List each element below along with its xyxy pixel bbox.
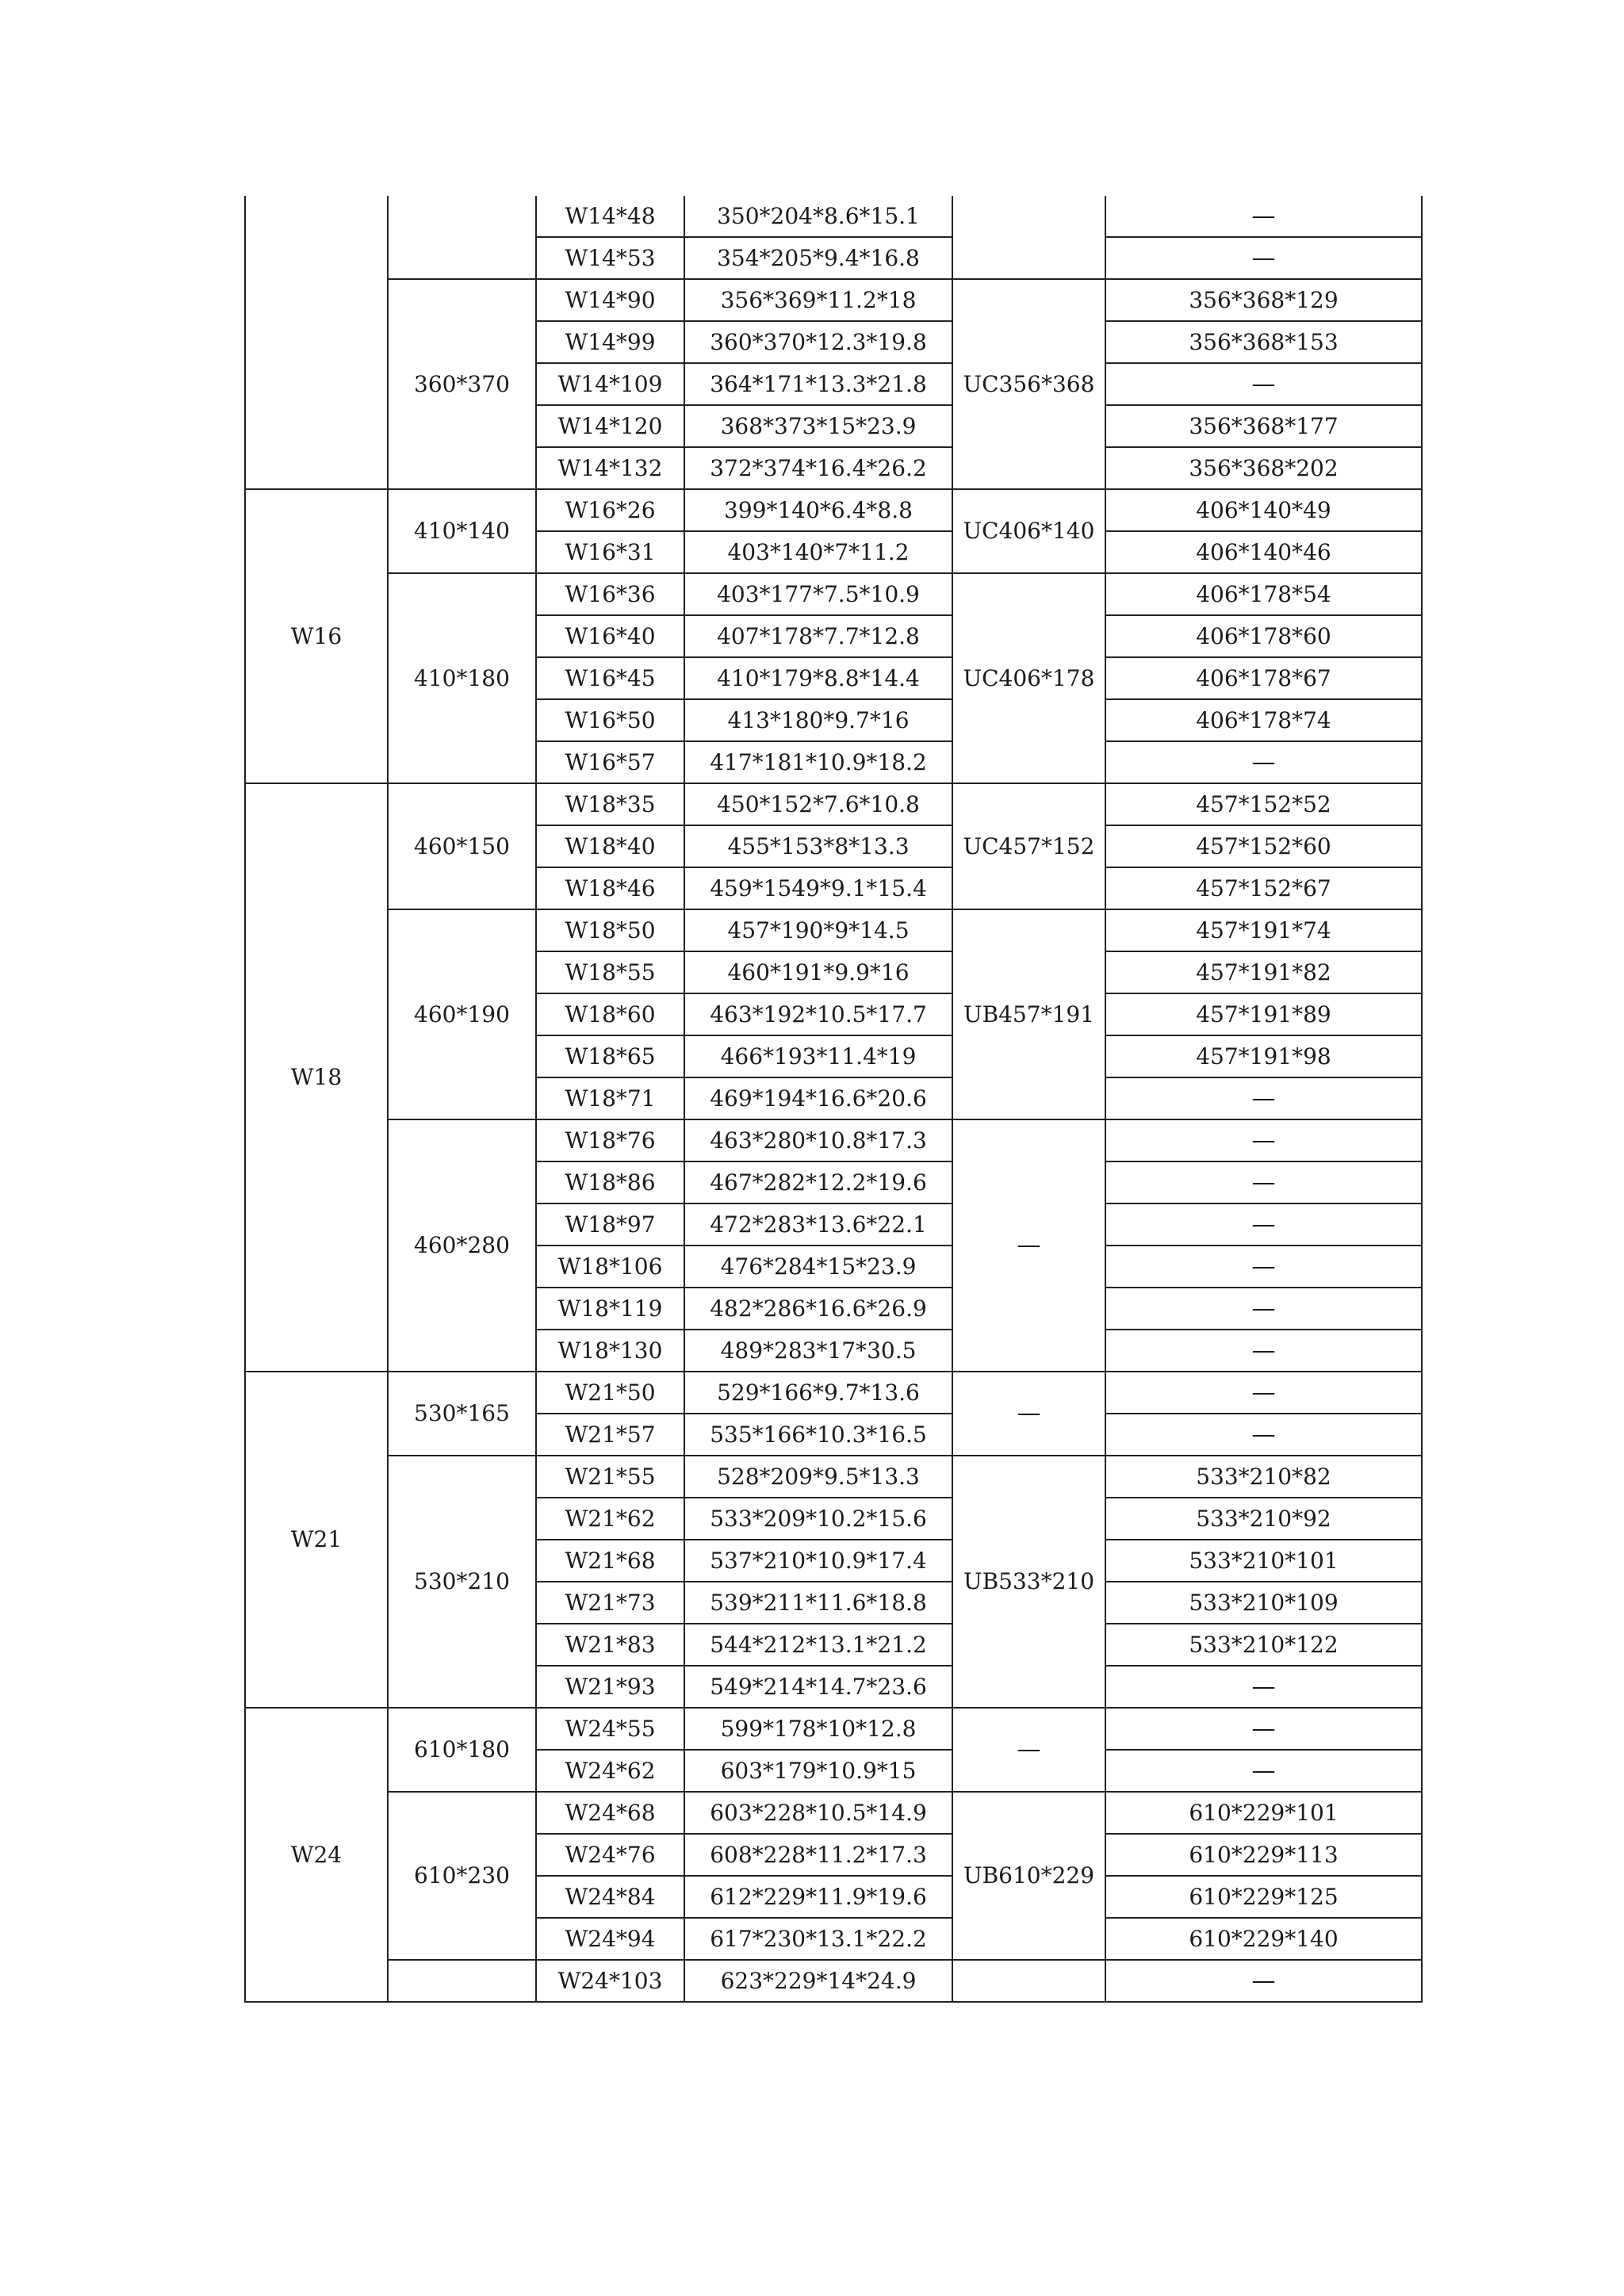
designation-cell: W24*76: [536, 1834, 684, 1876]
table-row: [245, 1456, 1422, 1498]
size-cell: 460*280: [388, 1119, 536, 1372]
designation-cell: W14*109: [536, 363, 684, 405]
size-cell: 410*180: [388, 573, 536, 783]
dimensions-cell: 372*374*16.4*26.2: [684, 447, 952, 489]
bs-section-cell: —: [1105, 237, 1422, 279]
bs-section-cell: 457*191*82: [1105, 951, 1422, 993]
designation-cell: W24*55: [536, 1708, 684, 1750]
designation-cell: W18*119: [536, 1288, 684, 1330]
table-row: [245, 1372, 1422, 1414]
bs-section-cell: —: [1105, 1414, 1422, 1456]
bs-section-cell: —: [1105, 1330, 1422, 1372]
bs-section-cell: —: [1105, 363, 1422, 405]
dimensions-cell: 533*209*10.2*15.6: [684, 1498, 952, 1540]
dimensions-cell: 460*191*9.9*16: [684, 951, 952, 993]
dimensions-cell: 608*228*11.2*17.3: [684, 1834, 952, 1876]
designation-cell: W16*45: [536, 657, 684, 699]
table-row: [245, 1792, 1422, 1834]
designation-cell: W24*62: [536, 1750, 684, 1792]
dimensions-cell: 403*140*7*11.2: [684, 531, 952, 573]
bs-section-cell: —: [1105, 1077, 1422, 1119]
size-cell: 530*165: [388, 1372, 536, 1456]
designation-cell: W14*99: [536, 321, 684, 363]
dimensions-cell: 399*140*6.4*8.8: [684, 489, 952, 531]
designation-cell: W16*36: [536, 573, 684, 615]
dimensions-cell: 368*373*15*23.9: [684, 405, 952, 447]
uc-section-cell: UC406*178: [952, 573, 1105, 783]
dimensions-cell: 403*177*7.5*10.9: [684, 573, 952, 615]
bs-section-cell: —: [1105, 1288, 1422, 1330]
table-row: [245, 783, 1422, 825]
table-row: [245, 279, 1422, 321]
designation-cell: W14*132: [536, 447, 684, 489]
dimensions-cell: 617*230*13.1*22.2: [684, 1918, 952, 1960]
bs-section-cell: 533*210*101: [1105, 1540, 1422, 1582]
dimensions-cell: 529*166*9.7*13.6: [684, 1372, 952, 1414]
dimensions-cell: 482*286*16.6*26.9: [684, 1288, 952, 1330]
dimensions-cell: 467*282*12.2*19.6: [684, 1161, 952, 1203]
uc-section-cell: —: [952, 1119, 1105, 1372]
table-row: [245, 909, 1422, 951]
bs-section-cell: 457*152*60: [1105, 825, 1422, 867]
size-cell: [388, 196, 536, 279]
table-body: [245, 196, 1422, 2002]
dimensions-cell: 455*153*8*13.3: [684, 825, 952, 867]
size-cell: [388, 1960, 536, 2002]
bs-section-cell: 457*152*52: [1105, 783, 1422, 825]
dimensions-cell: 463*280*10.8*17.3: [684, 1119, 952, 1161]
designation-cell: W18*46: [536, 867, 684, 909]
size-cell: 460*150: [388, 783, 536, 909]
dimensions-cell: 489*283*17*30.5: [684, 1330, 952, 1372]
bs-section-cell: 457*191*89: [1105, 993, 1422, 1035]
designation-cell: W18*76: [536, 1119, 684, 1161]
uc-section-cell: UC356*368: [952, 279, 1105, 489]
dimensions-cell: 623*229*14*24.9: [684, 1960, 952, 2002]
dimensions-cell: 472*283*13.6*22.1: [684, 1203, 952, 1246]
table-row: [245, 573, 1422, 615]
size-cell: 610*230: [388, 1792, 536, 1960]
dimensions-cell: 354*205*9.4*16.8: [684, 237, 952, 279]
dimensions-cell: 469*194*16.6*20.6: [684, 1077, 952, 1119]
uc-section-cell: —: [952, 1708, 1105, 1792]
bs-section-cell: —: [1105, 1246, 1422, 1288]
designation-cell: W18*97: [536, 1203, 684, 1246]
dimensions-cell: 599*178*10*12.8: [684, 1708, 952, 1750]
size-cell: 460*190: [388, 909, 536, 1119]
dimensions-cell: 450*152*7.6*10.8: [684, 783, 952, 825]
dimensions-cell: 410*179*8.8*14.4: [684, 657, 952, 699]
bs-section-cell: 406*140*49: [1105, 489, 1422, 531]
uc-section-cell: [952, 196, 1105, 279]
dimensions-cell: 603*179*10.9*15: [684, 1750, 952, 1792]
series-cell: W18: [245, 783, 388, 1372]
designation-cell: W18*60: [536, 993, 684, 1035]
uc-section-cell: [952, 1960, 1105, 2002]
table-row: [245, 489, 1422, 531]
bs-section-cell: —: [1105, 1203, 1422, 1246]
designation-cell: W18*86: [536, 1161, 684, 1203]
designation-cell: W21*93: [536, 1666, 684, 1708]
designation-cell: W14*120: [536, 405, 684, 447]
bs-section-cell: 457*191*98: [1105, 1035, 1422, 1077]
dimensions-cell: 417*181*10.9*18.2: [684, 741, 952, 783]
bs-section-cell: 406*178*60: [1105, 615, 1422, 657]
designation-cell: W21*50: [536, 1372, 684, 1414]
designation-cell: W18*40: [536, 825, 684, 867]
designation-cell: W18*35: [536, 783, 684, 825]
designation-cell: W24*68: [536, 1792, 684, 1834]
dimensions-cell: 537*210*10.9*17.4: [684, 1540, 952, 1582]
designation-cell: W16*50: [536, 699, 684, 741]
size-cell: 410*140: [388, 489, 536, 573]
designation-cell: W14*48: [536, 196, 684, 237]
dimensions-cell: 457*190*9*14.5: [684, 909, 952, 951]
designation-cell: W18*71: [536, 1077, 684, 1119]
designation-cell: W21*83: [536, 1624, 684, 1666]
size-cell: 610*180: [388, 1708, 536, 1792]
dimensions-cell: 350*204*8.6*15.1: [684, 196, 952, 237]
bs-section-cell: 533*210*82: [1105, 1456, 1422, 1498]
designation-cell: W16*31: [536, 531, 684, 573]
bs-section-cell: 533*210*122: [1105, 1624, 1422, 1666]
table-row: [245, 1960, 1422, 2002]
size-cell: 360*370: [388, 279, 536, 489]
bs-section-cell: 610*229*101: [1105, 1792, 1422, 1834]
bs-section-cell: —: [1105, 196, 1422, 237]
designation-cell: W16*57: [536, 741, 684, 783]
bs-section-cell: 533*210*109: [1105, 1582, 1422, 1624]
designation-cell: W21*55: [536, 1456, 684, 1498]
designation-cell: W18*55: [536, 951, 684, 993]
bs-section-cell: 533*210*92: [1105, 1498, 1422, 1540]
bs-section-cell: 356*368*202: [1105, 447, 1422, 489]
dimensions-cell: 549*214*14.7*23.6: [684, 1666, 952, 1708]
designation-cell: W16*26: [536, 489, 684, 531]
dimensions-cell: 459*1549*9.1*15.4: [684, 867, 952, 909]
series-cell: W16: [245, 489, 388, 783]
bs-section-cell: —: [1105, 1161, 1422, 1203]
table-row: [245, 1119, 1422, 1161]
uc-section-cell: UB533*210: [952, 1456, 1105, 1708]
bs-section-cell: —: [1105, 741, 1422, 783]
dimensions-cell: 539*211*11.6*18.8: [684, 1582, 952, 1624]
bs-section-cell: 356*368*177: [1105, 405, 1422, 447]
designation-cell: W21*57: [536, 1414, 684, 1456]
bs-section-cell: 406*178*67: [1105, 657, 1422, 699]
designation-cell: W18*65: [536, 1035, 684, 1077]
uc-section-cell: —: [952, 1372, 1105, 1456]
uc-section-cell: UB457*191: [952, 909, 1105, 1119]
dimensions-cell: 360*370*12.3*19.8: [684, 321, 952, 363]
bs-section-cell: 406*178*74: [1105, 699, 1422, 741]
designation-cell: W14*90: [536, 279, 684, 321]
dimensions-cell: 535*166*10.3*16.5: [684, 1414, 952, 1456]
bs-section-cell: 610*229*125: [1105, 1876, 1422, 1918]
size-cell: 530*210: [388, 1456, 536, 1708]
bs-section-cell: —: [1105, 1708, 1422, 1750]
designation-cell: W16*40: [536, 615, 684, 657]
table-row: [245, 196, 1422, 237]
steel-section-table: [244, 196, 1423, 2003]
dimensions-cell: 476*284*15*23.9: [684, 1246, 952, 1288]
dimensions-cell: 407*178*7.7*12.8: [684, 615, 952, 657]
uc-section-cell: UC406*140: [952, 489, 1105, 573]
designation-cell: W18*50: [536, 909, 684, 951]
series-cell: [245, 196, 388, 489]
designation-cell: W18*106: [536, 1246, 684, 1288]
dimensions-cell: 466*193*11.4*19: [684, 1035, 952, 1077]
bs-section-cell: —: [1105, 1372, 1422, 1414]
designation-cell: W21*73: [536, 1582, 684, 1624]
uc-section-cell: UC457*152: [952, 783, 1105, 909]
series-cell: W21: [245, 1372, 388, 1708]
dimensions-cell: 528*209*9.5*13.3: [684, 1456, 952, 1498]
bs-section-cell: 406*140*46: [1105, 531, 1422, 573]
designation-cell: W18*130: [536, 1330, 684, 1372]
dimensions-cell: 603*228*10.5*14.9: [684, 1792, 952, 1834]
bs-section-cell: 406*178*54: [1105, 573, 1422, 615]
bs-section-cell: 610*229*140: [1105, 1918, 1422, 1960]
designation-cell: W24*84: [536, 1876, 684, 1918]
designation-cell: W24*103: [536, 1960, 684, 2002]
designation-cell: W14*53: [536, 237, 684, 279]
bs-section-cell: 457*191*74: [1105, 909, 1422, 951]
designation-cell: W24*94: [536, 1918, 684, 1960]
bs-section-cell: —: [1105, 1750, 1422, 1792]
table-row: [245, 1708, 1422, 1750]
bs-section-cell: 457*152*67: [1105, 867, 1422, 909]
uc-section-cell: UB610*229: [952, 1792, 1105, 1960]
dimensions-cell: 544*212*13.1*21.2: [684, 1624, 952, 1666]
bs-section-cell: —: [1105, 1960, 1422, 2002]
dimensions-cell: 413*180*9.7*16: [684, 699, 952, 741]
designation-cell: W21*62: [536, 1498, 684, 1540]
dimensions-cell: 364*171*13.3*21.8: [684, 363, 952, 405]
bs-section-cell: 610*229*113: [1105, 1834, 1422, 1876]
dimensions-cell: 463*192*10.5*17.7: [684, 993, 952, 1035]
designation-cell: W21*68: [536, 1540, 684, 1582]
bs-section-cell: —: [1105, 1119, 1422, 1161]
dimensions-cell: 356*369*11.2*18: [684, 279, 952, 321]
bs-section-cell: 356*368*129: [1105, 279, 1422, 321]
series-cell: W24: [245, 1708, 388, 2002]
bs-section-cell: 356*368*153: [1105, 321, 1422, 363]
bs-section-cell: —: [1105, 1666, 1422, 1708]
dimensions-cell: 612*229*11.9*19.6: [684, 1876, 952, 1918]
